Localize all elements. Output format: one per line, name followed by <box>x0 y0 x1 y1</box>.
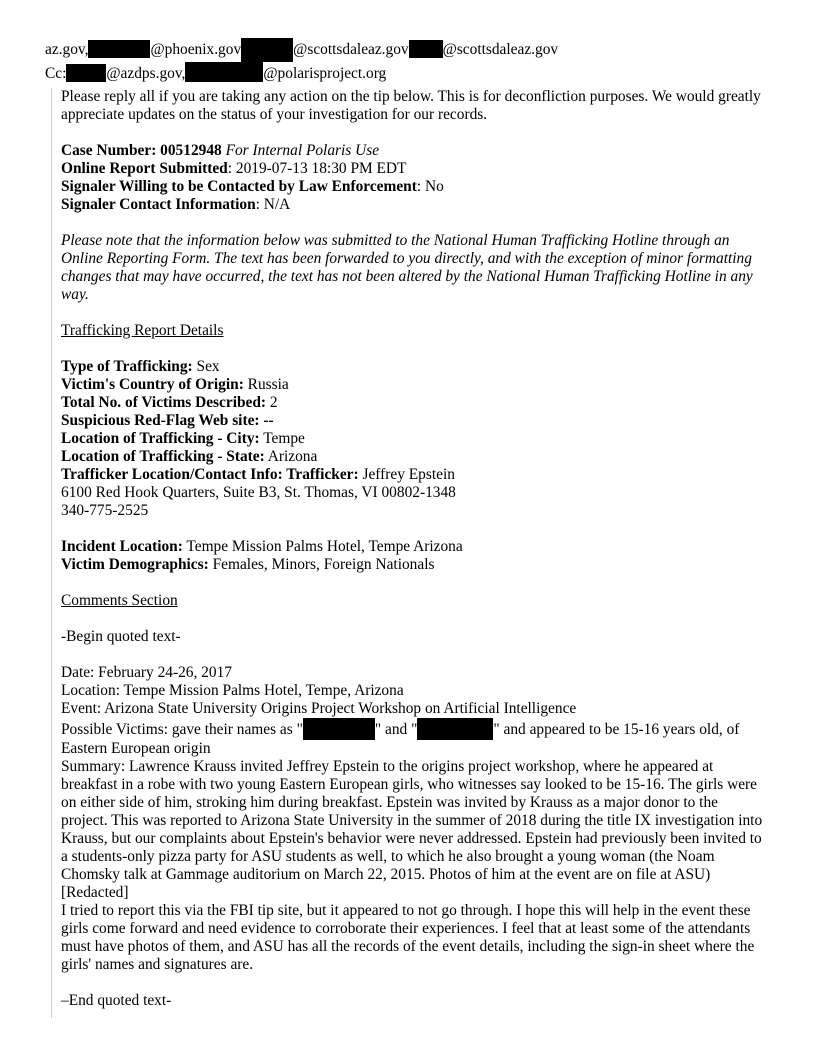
detail-row: Type of Trafficking: Sex <box>61 358 220 375</box>
detail-row: Location of Trafficking - City: Tempe <box>61 430 305 447</box>
redaction <box>409 40 443 58</box>
intro-text: Please reply all if you are taking any action on the tip below. This is for deconfliction purposes. We would greatly appreciate updates on the status of your investigation for our records. <box>61 88 761 123</box>
detail-row: Trafficker Location/Contact Info: Trafficker: Jeffrey Epstein <box>61 466 455 483</box>
to-line: az.gov, @phoenix.gov @scottsdaleaz.gov @scottsdaleaz.gov <box>45 38 558 62</box>
redaction <box>303 718 375 740</box>
email-recipients <box>45 38 558 83</box>
redaction <box>241 38 293 62</box>
detail-row: Suspicious Red-Flag Web site: -- <box>61 412 274 429</box>
notice-text: Please note that the information below was submitted to the National Human Trafficking Hotline through an Online Reporting Form. The text has been forwarded to you directly, and with the exception of minor formatting changes that may have occurred, the text has not been altered by the National Human Trafficking Hotline in any way. <box>61 232 753 303</box>
trafficker-address: 6100 Red Hook Quarters, Suite B3, St. Thomas, VI 00802-1348 <box>61 484 456 501</box>
details-heading: Trafficking Report Details <box>61 322 224 339</box>
cc-line: Cc: @azdps.gov, @polarisproject.org <box>45 62 558 83</box>
incident-info <box>61 538 763 574</box>
trafficker-phone: 340-775-2525 <box>61 502 149 519</box>
forwarded-message <box>51 88 763 1018</box>
begin-quote: -Begin quoted text- <box>61 628 181 645</box>
redaction <box>66 64 106 82</box>
detail-row: Incident Location: Tempe Mission Palms Hotel, Tempe Arizona <box>61 538 463 555</box>
detail-row: Victim Demographics: Females, Minors, Foreign Nationals <box>61 556 435 573</box>
comments-heading: Comments Section <box>61 592 178 609</box>
details-list <box>61 358 763 520</box>
detail-row: Total No. of Victims Described: 2 <box>61 394 278 411</box>
quoted-text: Date: February 24-26, 2017 Location: Tempe Mission Palms Hotel, Tempe, Arizona Event: Arizona State University Origins Project Workshop on Artificial Intelligence Possible Victims: gave their names as " " and " " and appeared to be 15-16 years old, of Eastern European origin Summary: Lawrence Krauss invited Jeffrey Epstein to the origins project workshop, where he appeared at breakfast in a robe with two young Eastern European girls, who witnesses say looked to be 15-16. The girls were on either side of him, stroking him during breakfast. Epstein was invited by Krauss as a major donor to the project. This was reported to Arizona State University in the summer of 2018 during the title IX investigation into Krauss, but our complaints about Epstein's behavior were never addressed. Epstein had previously been invited to a students-only pizza party for ASU students as well, to which he also brought a young woman (the Noam Chomsky talk at Gammage auditorium on March 22, 2015. Photos of him at the event are on file at ASU) [Redacted] I tried to report this via the FBI tip site, but it appeared to not go through. I hope this will help in the event these girls come forward and need evidence to corroborate their experiences. I feel that at least some of the attendants must have photos of them, and ASU has all the records of the event details, including the sign-in sheet where the girls' names and signatures are. <box>61 664 763 973</box>
redaction <box>185 62 263 82</box>
end-quote: –End quoted text- <box>61 992 172 1009</box>
detail-row: Location of Trafficking - State: Arizona <box>61 448 318 465</box>
detail-row: Victim's Country of Origin: Russia <box>61 376 289 393</box>
redaction <box>88 40 150 58</box>
redaction <box>417 718 493 740</box>
case-info: Case Number: 00512948 For Internal Polaris Use Online Report Submitted: 2019-07-13 18:30 PM EDT Signaler Willing to be Contacted by Law Enforcement: No Signaler Contact Information: N/A <box>61 142 444 213</box>
